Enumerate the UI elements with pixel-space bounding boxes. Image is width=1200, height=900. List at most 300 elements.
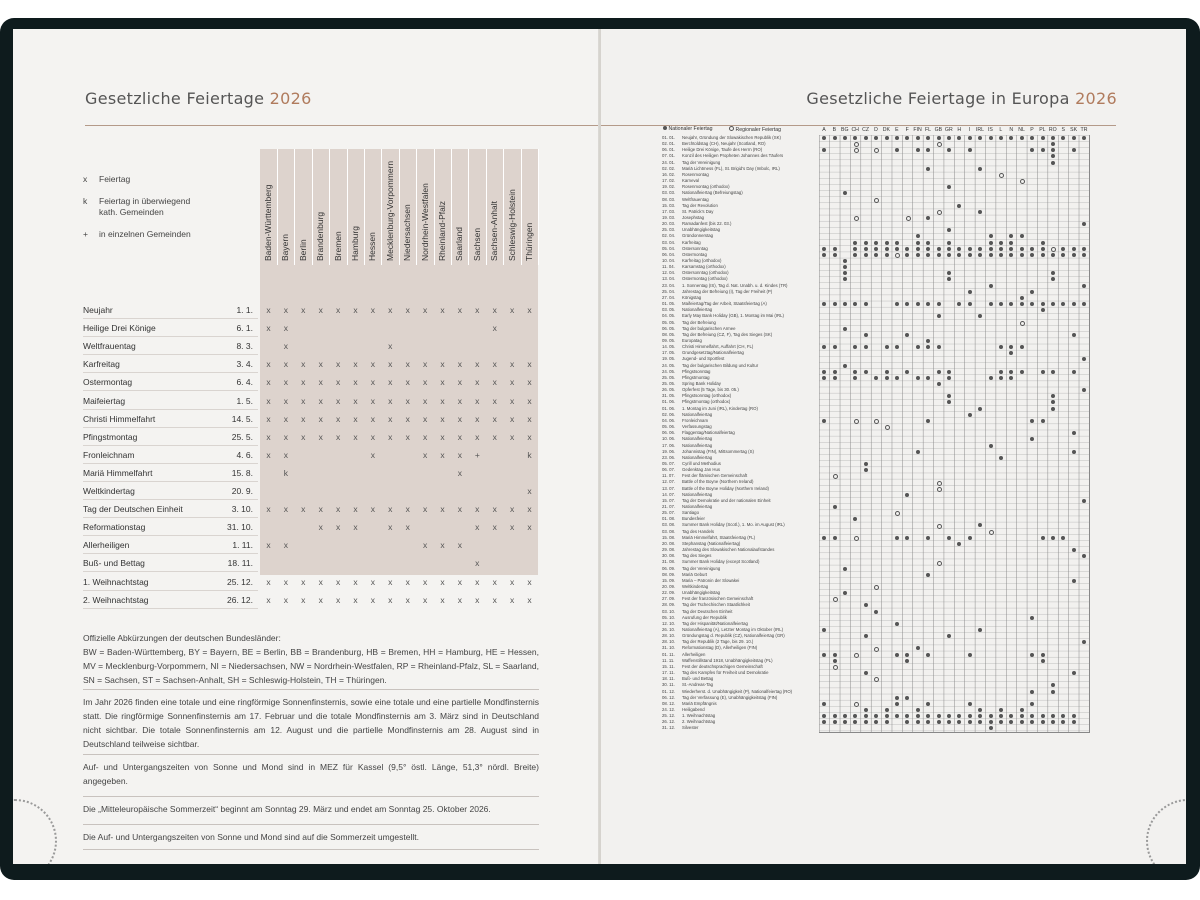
europe-row-date: 25. 03. — [662, 227, 676, 233]
europe-row-name: Summer Bank Holiday (Scotl.), 1. Mo. im August (IRL) — [682, 522, 785, 528]
national-dot-icon — [926, 241, 930, 245]
europe-row-date: 04. 05. — [662, 313, 676, 319]
national-dot-icon — [663, 126, 667, 130]
europe-row-name: Tag der Befreiung — [682, 319, 716, 325]
europe-row-name: Fest der französischen Gemeinschaft — [682, 596, 754, 602]
europe-row-name: Stephanstag (Nationalfeiertag) — [682, 540, 741, 546]
state-cell: x — [353, 413, 358, 424]
national-dot-icon — [1030, 148, 1034, 152]
europe-row-date: 25. 07. — [662, 510, 676, 516]
state-cell: x — [475, 594, 480, 605]
national-dot-icon — [916, 714, 920, 718]
state-header-label: Sachsen — [471, 227, 482, 261]
legend-regional — [729, 126, 781, 133]
national-dot-icon — [885, 370, 889, 374]
state-cell: x — [422, 395, 428, 406]
national-dot-icon — [957, 253, 961, 257]
state-cell: x — [318, 504, 323, 515]
europe-row-name: Unabhängigkeitstag — [682, 227, 720, 233]
state-header-label: Brandenburg — [315, 211, 326, 261]
country-header: F — [905, 127, 909, 133]
state-cell: x — [266, 359, 271, 370]
national-dot-icon — [978, 167, 982, 171]
state-header — [399, 149, 417, 265]
national-dot-icon — [864, 603, 868, 607]
state-cell: x — [335, 594, 341, 605]
national-dot-icon — [937, 302, 941, 306]
europe-row-date: 08. 12. — [662, 700, 676, 706]
national-dot-icon — [989, 726, 993, 730]
state-header — [277, 149, 295, 265]
national-dot-icon — [1051, 394, 1055, 398]
holiday-date: 26. 12. — [227, 594, 253, 605]
country-header: TR — [1080, 127, 1088, 133]
national-dot-icon — [937, 314, 941, 318]
europe-row-date: 02. 06. — [662, 411, 676, 417]
europe-row-name: Pfingstsonntag — [682, 368, 711, 374]
state-header-label: Sachsen-Anhalt — [489, 200, 500, 261]
state-cell: x — [509, 594, 515, 605]
state-cell: x — [335, 395, 341, 406]
left-page-title — [85, 89, 312, 108]
state-cell: x — [440, 305, 445, 315]
national-dot-icon — [989, 284, 993, 288]
note-paragraph: Im Jahr 2026 finden eine totale und eine ringförmige Sonnenfinsternis, sowie eine totale und eine partielle Mondfinsternis statt. Die ringförmige Sonnenfinsternis am 17. Februar und die totale Mondfinsternis am 3. März sind in Deutschland nicht sichtbar. Die totale Sonnenfinsternis am 12. August und die partielle Mondfinsternis am 28. August sind in Deutschland teilweise sichtbar. — [83, 697, 539, 749]
national-dot-icon — [1072, 720, 1076, 724]
national-dot-icon — [843, 302, 847, 306]
country-header: B — [832, 127, 837, 133]
national-dot-icon — [874, 247, 878, 251]
national-dot-icon — [874, 376, 878, 380]
national-dot-icon — [947, 400, 951, 404]
state-header-label: Nordrhein-Westfalen — [419, 183, 430, 261]
national-dot-icon — [968, 148, 972, 152]
europe-row-date: 29. 08. — [662, 547, 676, 553]
europe-row-name: Jugend- und Sportfest — [682, 356, 725, 362]
national-dot-icon — [905, 714, 909, 718]
state-cell: x — [266, 594, 271, 605]
europe-row-name: Summer Bank Holiday (except Scotland) — [682, 559, 760, 565]
national-dot-icon — [968, 302, 972, 306]
national-dot-icon — [1082, 136, 1086, 140]
state-header-label: Niedersachsen — [402, 204, 413, 261]
europe-row-date: 01. 12. — [662, 688, 676, 694]
europe-row-name: Tag der Hispanität/Nationalfeiertag — [682, 620, 748, 626]
legend-symbol: x — [83, 174, 88, 184]
europe-row-name: Cyrill und Methodius — [682, 460, 721, 466]
europe-row-name: Nationalfeiertag — [682, 491, 713, 497]
europe-row-name: Pfingstmontag (orthodox) — [682, 399, 731, 405]
europe-row-name: Allerheiligen — [682, 651, 706, 657]
national-dot-icon — [968, 413, 972, 417]
national-dot-icon — [843, 191, 847, 195]
national-dot-icon — [1041, 720, 1045, 724]
europe-row-date: 24. 12. — [662, 706, 676, 712]
state-cell: x — [266, 305, 271, 315]
national-dot-icon — [916, 376, 920, 380]
state-cell: x — [457, 576, 463, 587]
country-header: P — [1030, 127, 1034, 133]
page-curl-decoration — [1146, 799, 1186, 864]
national-dot-icon — [999, 345, 1003, 349]
national-dot-icon — [885, 708, 889, 712]
national-dot-icon — [1061, 720, 1065, 724]
note-separator — [83, 754, 539, 755]
europe-row-name: Nationalfeiertag — [682, 504, 713, 509]
state-cell: x — [509, 504, 515, 515]
left-title-year: 2026 — [269, 89, 312, 108]
country-header: CZ — [862, 127, 870, 133]
state-cell: x — [388, 341, 393, 352]
national-dot-icon — [864, 253, 868, 257]
state-cell: x — [266, 540, 271, 551]
europe-row-date: 20. 08. — [662, 540, 676, 546]
national-dot-icon — [905, 253, 909, 257]
state-header — [451, 149, 469, 265]
state-cell: x — [527, 305, 532, 315]
state-cell: x — [492, 504, 497, 515]
country-header: DK — [882, 127, 890, 133]
state-cell: x — [318, 413, 323, 424]
national-dot-icon — [947, 277, 951, 281]
europe-row-date: 30. 11. — [662, 682, 675, 688]
national-dot-icon — [1041, 659, 1045, 663]
europe-row-name: Waffenstillstand 1918, Unabhängigkeitstag (PL) — [682, 657, 773, 663]
national-dot-icon — [1030, 653, 1034, 657]
state-cell: x — [527, 486, 532, 496]
europe-row-name: 1. Montag im Juni (IRL), Kindertag (RO) — [682, 405, 758, 411]
state-cell: x — [457, 467, 463, 478]
national-dot-icon — [937, 253, 941, 257]
national-dot-icon — [916, 234, 920, 238]
national-dot-icon — [1051, 536, 1055, 540]
national-dot-icon — [843, 277, 847, 281]
legend-text: Feiertag — [99, 174, 131, 184]
europe-row-name: Gründungstag d. Republik (CZ), Nationalfeiertag (GR) — [682, 633, 785, 639]
state-cell: x — [422, 377, 428, 388]
europe-row-name: Heiligabend — [682, 706, 705, 712]
national-dot-icon — [947, 720, 951, 724]
europe-row-name: Tag der bulgarischen Armee — [682, 325, 736, 331]
note-paragraph: Auf- und Untergangszeiten von Sonne und Mond sind in MEZ für Kassel (9,5° östl. Länge, 51,3° nördl. Breite) angegeben. — [83, 762, 539, 786]
state-cell: x — [475, 558, 480, 569]
state-header-label: Thüringen — [524, 222, 534, 261]
europe-row-date: 27. 04. — [662, 294, 676, 300]
holiday-row — [83, 554, 538, 572]
europe-row-date: 10. 06. — [662, 436, 676, 442]
holiday-name: Karfreitag — [83, 359, 120, 370]
europe-row-name: 2. Weihnachtstag — [682, 719, 716, 725]
state-cell: x — [353, 594, 358, 605]
national-dot-icon — [1051, 253, 1055, 257]
state-cell: x — [457, 449, 463, 460]
legend-kath — [83, 196, 193, 218]
national-dot-icon — [1041, 253, 1045, 257]
europe-row-name: Rosenmontag — [682, 171, 709, 177]
state-cell: x — [318, 431, 323, 442]
national-dot-icon — [833, 536, 837, 540]
legend-national — [663, 126, 713, 132]
national-dot-icon — [895, 696, 899, 700]
europe-row-date: 24. 01. — [662, 159, 676, 165]
national-dot-icon — [926, 253, 930, 257]
europe-row-name: Konzil des Heiligen Propheten Johannes des Täufers — [682, 153, 784, 159]
national-dot-icon — [833, 136, 837, 140]
national-dot-icon — [843, 364, 847, 368]
state-header-label: Baden-Württemberg — [263, 184, 273, 261]
national-dot-icon — [895, 536, 899, 540]
national-dot-icon — [1072, 302, 1076, 306]
state-cell: x — [475, 395, 480, 406]
europe-row-date: 24. 05. — [662, 368, 676, 374]
state-cell: x — [509, 413, 515, 424]
state-cell: x — [492, 522, 497, 533]
holiday-date: 6. 1. — [236, 323, 253, 334]
national-dot-icon — [968, 702, 972, 706]
note-paragraph: Offizielle Abkürzungen der deutschen Bundesländer: — [83, 633, 281, 643]
national-dot-icon — [957, 542, 961, 546]
state-cell: x — [370, 413, 376, 424]
holiday-name: Fronleichnam — [83, 449, 135, 460]
country-header: FL — [924, 127, 932, 133]
national-dot-icon — [833, 370, 837, 374]
national-dot-icon — [999, 241, 1003, 245]
state-cell: x — [370, 305, 376, 315]
europe-row-name: Ostermontag — [682, 251, 707, 257]
national-dot-icon — [1082, 499, 1086, 503]
national-dot-icon — [905, 136, 909, 140]
national-dot-icon — [1009, 376, 1013, 380]
national-dot-icon — [864, 345, 868, 349]
state-cell: x — [301, 359, 306, 370]
national-dot-icon — [926, 345, 930, 349]
europe-row-date: 01. 11. — [662, 651, 675, 657]
national-dot-icon — [1030, 247, 1034, 251]
national-dot-icon — [905, 720, 909, 724]
europe-row-date: 02. 02. — [662, 165, 676, 171]
country-header: CH — [851, 127, 859, 133]
state-cell: x — [440, 377, 445, 388]
europe-row-date: 11. 07. — [662, 473, 675, 479]
national-dot-icon — [957, 302, 961, 306]
europe-row-name: Nationalfeiertag (Befreiungstag) — [682, 190, 743, 196]
europe-row-name: 1. Sonnentag (IS), Tag d. Nat. Unabh. u. d. Kindes (TR) — [682, 282, 788, 288]
national-dot-icon — [853, 370, 857, 374]
national-dot-icon — [916, 646, 920, 650]
europe-row-date: 03. 08. — [662, 522, 676, 528]
country-header: GR — [944, 127, 953, 133]
national-dot-icon — [999, 714, 1003, 718]
country-header: N — [1009, 127, 1014, 133]
national-dot-icon — [905, 370, 909, 374]
holiday-date: 1. 5. — [236, 395, 253, 406]
state-cell: x — [318, 522, 323, 533]
state-cell: x — [527, 522, 532, 533]
europe-row-name: Fest der deutschsprachigen Gemeinschaft — [682, 663, 763, 669]
national-dot-icon — [1051, 720, 1055, 724]
national-dot-icon — [926, 247, 930, 251]
europe-row-name: Mariä Lichtmess (FL), St. Brigid's Day (Imbolc, IRL) — [682, 165, 780, 171]
state-cell: x — [457, 594, 463, 605]
national-dot-icon — [864, 714, 868, 718]
national-dot-icon — [843, 567, 847, 571]
national-dot-icon — [822, 653, 826, 657]
europe-row-name: Santiago — [682, 510, 699, 516]
state-cell: x — [457, 359, 463, 370]
europe-row-name: Tag des Kampfes für Freiheit und Demokratie — [682, 670, 769, 676]
national-dot-icon — [895, 302, 899, 306]
europe-row-name: Christi Himmelfahrt, Auffahrt (CH, FL) — [682, 344, 754, 350]
note-separator — [83, 796, 539, 797]
europe-row-date: 12. 04. — [662, 270, 676, 276]
europe-row-name: Nationalfeiertag — [682, 442, 713, 448]
national-dot-icon — [1030, 702, 1034, 706]
national-dot-icon — [947, 241, 951, 245]
state-cell: x — [335, 413, 341, 424]
state-cell: x — [353, 395, 358, 406]
country-header: H — [957, 127, 962, 133]
national-dot-icon — [885, 136, 889, 140]
state-cell: x — [370, 395, 376, 406]
national-dot-icon — [926, 302, 930, 306]
national-dot-icon — [968, 247, 972, 251]
state-header-label: Berlin — [297, 239, 308, 261]
state-header — [504, 149, 522, 265]
national-dot-icon — [968, 720, 972, 724]
national-dot-icon — [853, 376, 857, 380]
note-separator — [83, 689, 539, 690]
national-dot-icon — [843, 136, 847, 140]
country-header: SK — [1070, 127, 1078, 133]
legend-feiertag — [83, 174, 130, 185]
holiday-name: Ostermontag — [83, 377, 133, 388]
holiday-name: Pfingstmontag — [83, 431, 138, 442]
national-dot-icon — [1020, 253, 1024, 257]
europe-row-date: 26. 12. — [662, 719, 676, 725]
national-dot-icon — [989, 714, 993, 718]
europe-row-date: 06. 09. — [662, 565, 676, 571]
national-dot-icon — [926, 376, 930, 380]
state-header — [330, 149, 348, 265]
europe-row-name: Tag der Tschechischen Staatlichkeit — [682, 602, 750, 608]
europe-row-date: 17. 06. — [662, 442, 676, 448]
left-title-text: Gesetzliche Feiertage — [85, 89, 265, 108]
europe-row-name: St. Patrick's Day — [682, 208, 714, 214]
europe-row-date: 06. 06. — [662, 430, 676, 436]
holiday-row — [83, 591, 538, 609]
state-cell: x — [266, 431, 271, 442]
national-dot-icon — [989, 302, 993, 306]
state-cell: x — [335, 431, 341, 442]
national-dot-icon — [864, 136, 868, 140]
state-cell: x — [475, 305, 480, 315]
national-dot-icon — [978, 314, 982, 318]
state-cell: x — [388, 395, 393, 406]
national-dot-icon — [989, 444, 993, 448]
state-cell: x — [405, 359, 410, 370]
national-dot-icon — [968, 136, 972, 140]
national-dot-icon — [999, 708, 1003, 712]
national-dot-icon — [916, 708, 920, 712]
holiday-row — [83, 337, 538, 355]
europe-row-name: Tag der Befreiung (CZ, F), Tag des Sieges (SK) — [682, 331, 773, 337]
europe-row-date: 31. 12. — [662, 725, 676, 731]
national-dot-icon — [1051, 148, 1055, 152]
europe-row-date: 08. 09. — [662, 571, 676, 577]
state-cell: x — [283, 395, 289, 406]
state-cell: x — [492, 413, 497, 424]
national-dot-icon — [853, 517, 857, 521]
holiday-date: 14. 5. — [231, 413, 253, 424]
national-dot-icon — [1020, 714, 1024, 718]
europe-row-name: Battle of the Boyne (Northern Ireland) — [682, 479, 754, 485]
state-header — [417, 149, 435, 265]
state-header-label: Schleswig-Holstein — [506, 189, 517, 261]
europe-row-date: 06. 05. — [662, 325, 676, 331]
europe-row-name: Grundgesetztag/Nationalfeiertag — [682, 350, 744, 356]
europe-row-date: 08. 03. — [662, 196, 676, 202]
europe-row-date: 06. 04. — [662, 251, 676, 257]
national-dot-icon — [843, 591, 847, 595]
right-title-year: 2026 — [1075, 89, 1117, 108]
europe-row-date: 05. 10. — [662, 614, 676, 620]
state-header — [469, 149, 487, 265]
europe-row-date: 31. 08. — [662, 559, 676, 565]
state-cell: x — [388, 431, 393, 442]
europe-row-date: 19. 06. — [662, 448, 676, 454]
europe-row-name: Reformationstag (D), Allerheiligen (FIN) — [682, 645, 758, 651]
state-cell: x — [335, 305, 341, 315]
state-cell: x — [422, 431, 428, 442]
country-header: GB — [934, 127, 943, 133]
national-dot-icon — [1072, 431, 1076, 435]
national-dot-icon — [905, 659, 909, 663]
national-dot-icon — [1030, 690, 1034, 694]
national-dot-icon — [968, 536, 972, 540]
national-dot-icon — [989, 253, 993, 257]
europe-row-name: Mariä Empfängnis — [682, 700, 717, 706]
state-cell: x — [527, 431, 532, 442]
left-page — [13, 29, 598, 864]
europe-row-name: Karfreitag — [682, 239, 701, 245]
national-dot-icon — [885, 253, 889, 257]
national-dot-icon — [1061, 253, 1065, 257]
europe-row-date: 17. 03. — [662, 208, 676, 214]
holiday-name: Neujahr — [83, 305, 113, 315]
europe-row-name: St.-Andreas-Tag — [682, 682, 714, 688]
state-cell: x — [475, 431, 480, 442]
holiday-date: 3. 4. — [236, 359, 253, 370]
state-cell: x — [422, 504, 428, 515]
holiday-row — [83, 518, 538, 536]
national-dot-icon — [895, 136, 899, 140]
national-dot-icon — [1082, 222, 1086, 226]
page-curl-decoration — [13, 799, 57, 864]
state-cell: x — [457, 504, 463, 515]
national-dot-icon — [833, 720, 837, 724]
europe-row-name: Spring Bank Holiday — [682, 381, 721, 386]
state-header — [347, 149, 365, 265]
national-dot-icon — [1030, 302, 1034, 306]
state-cell: x — [440, 395, 445, 406]
legend-text: Feiertag in überwiegend kath. Gemeinden — [99, 196, 191, 217]
europe-row-date: 06. 01. — [662, 147, 676, 153]
europe-row-date: 19. 02. — [662, 184, 676, 190]
national-dot-icon — [926, 720, 930, 724]
state-cell: x — [301, 594, 306, 605]
europe-row-name: Weltfrauentag — [682, 196, 709, 202]
national-dot-icon — [947, 536, 951, 540]
